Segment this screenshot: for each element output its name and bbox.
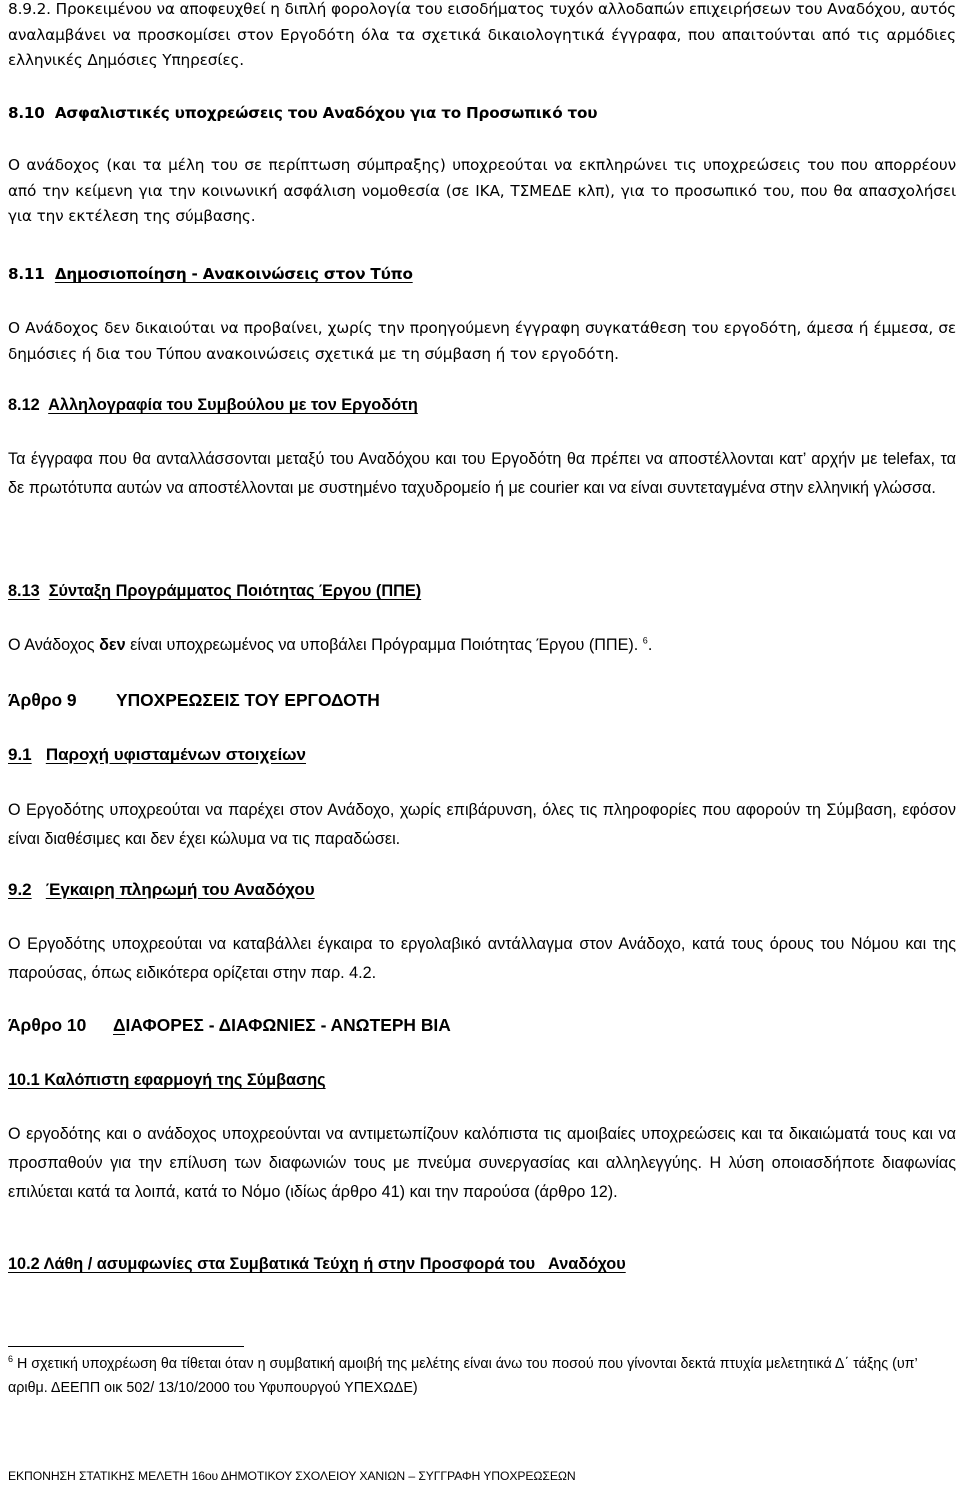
paragraph-8-12: Τα έγγραφα που θα ανταλλάσσονται μεταξύ του Αναδόχου και του Εργοδότη θα πρέπει να αποστέλλονται κατ’ αρχήν με telefax, τα δε πρωτότυπα αυτών να αποστέλλονται με συστημένο ταχυδρομείο ή με courier και να είναι συντεταγμένα στην ελληνική γλώσσα. <box>8 450 956 497</box>
text-run: . <box>647 636 653 654</box>
heading-title: Αλληλογραφία του Συμβούλου με τον Εργοδότη <box>48 396 418 414</box>
heading-8-10 <box>8 104 597 122</box>
heading-title: Ασφαλιστικές υποχρεώσεις του Αναδόχου για το Προσωπικό του <box>54 104 598 122</box>
footnote-text: Η σχετική υποχρέωση θα τίθεται όταν η συμβατική αμοιβή της μελέτης είναι άνω του ποσού που γίνονται δεκτά πτυχία μελετητικά Δ΄ τάξης (υπ’ αριθμ. ΔΕΕΠΠ οικ 502/ 13/10/2000 του Υφυπουργού ΥΠΕΧΩΔΕ) <box>8 1356 918 1396</box>
heading-8-13 <box>8 582 421 601</box>
article-label: Άρθρο 10 <box>8 1015 87 1035</box>
article-title-wrap <box>113 1015 451 1035</box>
heading-number: 9.1 <box>8 745 32 764</box>
heading-number: 8.10 <box>8 104 45 122</box>
footnote <box>8 1352 956 1400</box>
heading-number: 8.12 <box>8 396 40 414</box>
heading-number: 8.13 <box>8 582 40 600</box>
emphasis-text: δεν <box>99 636 126 654</box>
heading-title: Παροχή υφισταμένων στοιχείων <box>45 745 307 764</box>
heading-title: Σύνταξη Προγράμματος Ποιότητας Έργου (ΠΠΕ) <box>48 582 422 600</box>
heading-8-12 <box>8 396 418 415</box>
paragraph-10-1: Ο εργοδότης και ο ανάδοχος υποχρεούνται να αντιμετωπίζουν καλόπιστα τις αμοιβαίες υποχρεώσεις και τα δικαιώματά τους και να προσπαθούν για την επίλυση των διαφωνιών τους με πνεύμα συνεργασίας και αλληλεγγύης. Η λύση οποιασδήποτε διαφωνίας επιλύεται κατά τα λοιπά, κατά το Νόμο (ιδίως άρθρο 41) και την παρούσα (άρθρο 12). <box>8 1125 956 1201</box>
article-label: Άρθρο 9 <box>8 690 77 710</box>
paragraph-9-2: Ο Εργοδότης υποχρεούται να καταβάλλει έγκαιρα το εργολαβικό αντάλλαγμα στον Ανάδοχο, κατά τους όρους του Νόμου και της παρούσας, όπως ειδικότερα ορίζεται στην παρ. 4.2. <box>8 935 956 982</box>
article-title: ΥΠΟΧΡΕΩΣΕΙΣ ΤΟΥ ΕΡΓΟΔΟΤΗ <box>116 690 380 710</box>
heading-number: 8.11 <box>8 265 45 283</box>
article-9-heading <box>8 690 380 711</box>
heading-8-11 <box>8 265 413 283</box>
heading-title: 10.1 Καλόπιστη εφαρμογή της Σύμβασης <box>8 1071 326 1089</box>
paragraph-8-10: Ο ανάδοχος (και τα μέλη του σε περίπτωση σύμπραξης) υποχρεούται να εκπληρώνει τις υποχρεώσεις του που απορρέουν από την κείμενη για την κοινωνική ασφάλιση νομοθεσία (σε ΙΚΑ, ΤΣΜΕΔΕ κλπ), για το προσωπικό του, που θα απασχολήσει για την εκτέλεση της σύμβασης. <box>8 156 956 225</box>
paragraph-8-11: Ο Ανάδοχος δεν δικαιούται να προβαίνει, χωρίς την προηγούμενη έγγραφη συγκατάθεση του εργοδότη, άμεσα ή έμμεσα, σε δημόσιες ή δια του Τύπου ανακοινώσεις σχετικά με τη σύμβαση ή τον εργοδότη. <box>8 319 956 363</box>
heading-10-2 <box>8 1255 626 1274</box>
footnote-mark: 6 <box>8 1354 14 1365</box>
heading-number: 9.2 <box>8 880 32 899</box>
heading-title: 10.2 Λάθη / ασυμφωνίες στα Συμβατικά Τεύχη ή στην Προσφορά του Αναδόχου <box>8 1255 626 1273</box>
article-10-heading <box>8 1015 451 1036</box>
heading-9-2 <box>8 880 315 900</box>
paragraph-8-9-2: 8.9.2. Προκειμένου να αποφευχθεί η διπλή φορολογία του εισοδήματος τυχόν αλλοδαπών επιχειρήσεων του Αναδόχου, αυτός αναλαμβάνει να προσκομίσει στον Εργοδότη όλα τα σχετικά δικαιολογητικά έγγραφα, που απαιτούνται από τις αρμόδιες ελληνικές Δημόσιες Υπηρεσίες. <box>8 0 956 69</box>
page-footer: ΕΚΠΟΝΗΣΗ ΣΤΑΤΙΚΗΣ ΜΕΛΕΤΗ 16ου ΔΗΜΟΤΙΚΟΥ ΣΧΟΛΕΙΟΥ ΧΑΝΙΩΝ – ΣΥΓΓΡΑΦΗ ΥΠΟΧΡΕΩΣΕΩΝ <box>8 1469 576 1483</box>
footnote-separator <box>8 1346 244 1347</box>
footnote-reference: 6 <box>642 635 648 646</box>
paragraph-9-1: Ο Εργοδότης υποχρεούται να παρέχει στον Ανάδοχο, χωρίς επιβάρυνση, όλες τις πληροφορίες που αφορούν τη Σύμβαση, εφόσον είναι διαθέσιμες και δεν έχει κώλυμα να τις παραδώσει. <box>8 801 956 848</box>
text-run: είναι υποχρεωμένος να υποβάλει Πρόγραμμα Ποιότητας Έργου (ΠΠΕ). <box>125 636 643 654</box>
heading-title: Έγκαιρη πληρωμή του Αναδόχου <box>45 880 315 899</box>
article-title: ΔΙΑΦΟΡΕΣ - ΔΙΑΦΩΝΙΕΣ - ΑΝΩΤΕΡΗ ΒΙΑ <box>113 1015 451 1035</box>
heading-9-1 <box>8 745 306 765</box>
heading-title: Δημοσιοποίηση - Ανακοινώσεις στον Τύπο <box>54 265 413 283</box>
text-run: Ο Ανάδοχος <box>8 636 100 654</box>
heading-10-1 <box>8 1071 326 1090</box>
paragraph-8-13 <box>8 631 956 660</box>
